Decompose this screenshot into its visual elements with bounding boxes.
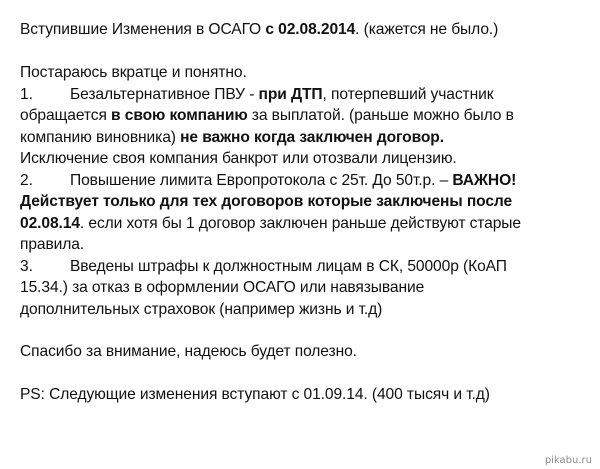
item-1-line-1: [20, 84, 592, 106]
item-3-text: Введены штрафы к должностным лицам в СК, 50000р (КоАП: [70, 257, 507, 275]
item-1-bold: не важно когда заключен договор.: [180, 128, 444, 146]
item-1-number: 1.: [20, 85, 33, 103]
document-body: [20, 19, 592, 405]
item-3-line-1: [20, 256, 592, 278]
item-1-bold: при ДТП: [258, 85, 323, 103]
item-1-line-2: [20, 105, 592, 127]
ps-line: PS: Следующие изменения вступают с 01.09.14. (400 тысяч и т.д): [20, 385, 490, 403]
item-2-bold: ВАЖНО!: [452, 171, 517, 189]
item-2-line-4: правила.: [20, 236, 85, 253]
intro-line: Постараюсь вкратце и понятно.: [20, 64, 247, 81]
title-text: Вступившие Изменения в ОСАГО: [20, 21, 266, 38]
title-note: . (кажется не было.): [355, 21, 499, 38]
title-date: с 02.08.2014: [265, 21, 356, 38]
site-watermark: pikabu.ru: [544, 455, 592, 466]
item-1-line-3: [20, 127, 592, 149]
item-2-bold: 02.08.14: [20, 214, 80, 232]
item-3-number: 3.: [20, 257, 33, 275]
item-1-line-4: Исключение своя компания банкрот или отозвали лицензию.: [20, 150, 457, 167]
item-1-text: за выплатой. (раньше можно было в: [247, 107, 514, 124]
item-1-bold: в свою компанию: [111, 107, 248, 124]
item-3-line-3: дополнительных страховок (например жизнь и т.д): [20, 300, 383, 318]
item-1-text: обращается: [20, 107, 112, 124]
item-2-line-3: [20, 213, 592, 235]
item-2-bold: Действует только для тех договоров которые заключены после: [20, 193, 513, 210]
item-2-text: . если хотя бы 1 договор заключен раньше действуют старые: [79, 214, 521, 232]
item-2-number: 2.: [20, 171, 33, 189]
item-1-text: Безальтернативное ПВУ -: [70, 85, 259, 103]
item-2-line-1: [20, 170, 592, 192]
item-1-text: , потерпевший участник: [322, 85, 494, 103]
item-1-text: компанию виновника): [20, 128, 181, 146]
document-title: [20, 19, 592, 41]
item-3-line-2: 15.34.) за отказ в оформлении ОСАГО или навязывание: [20, 279, 425, 296]
item-2-text: Повышение лимита Европротокола с 25т. До 50т.р. –: [70, 171, 453, 189]
thanks-line: Спасибо за внимание, надеюсь будет полезно.: [20, 343, 357, 360]
item-2-line-2: [20, 191, 592, 213]
